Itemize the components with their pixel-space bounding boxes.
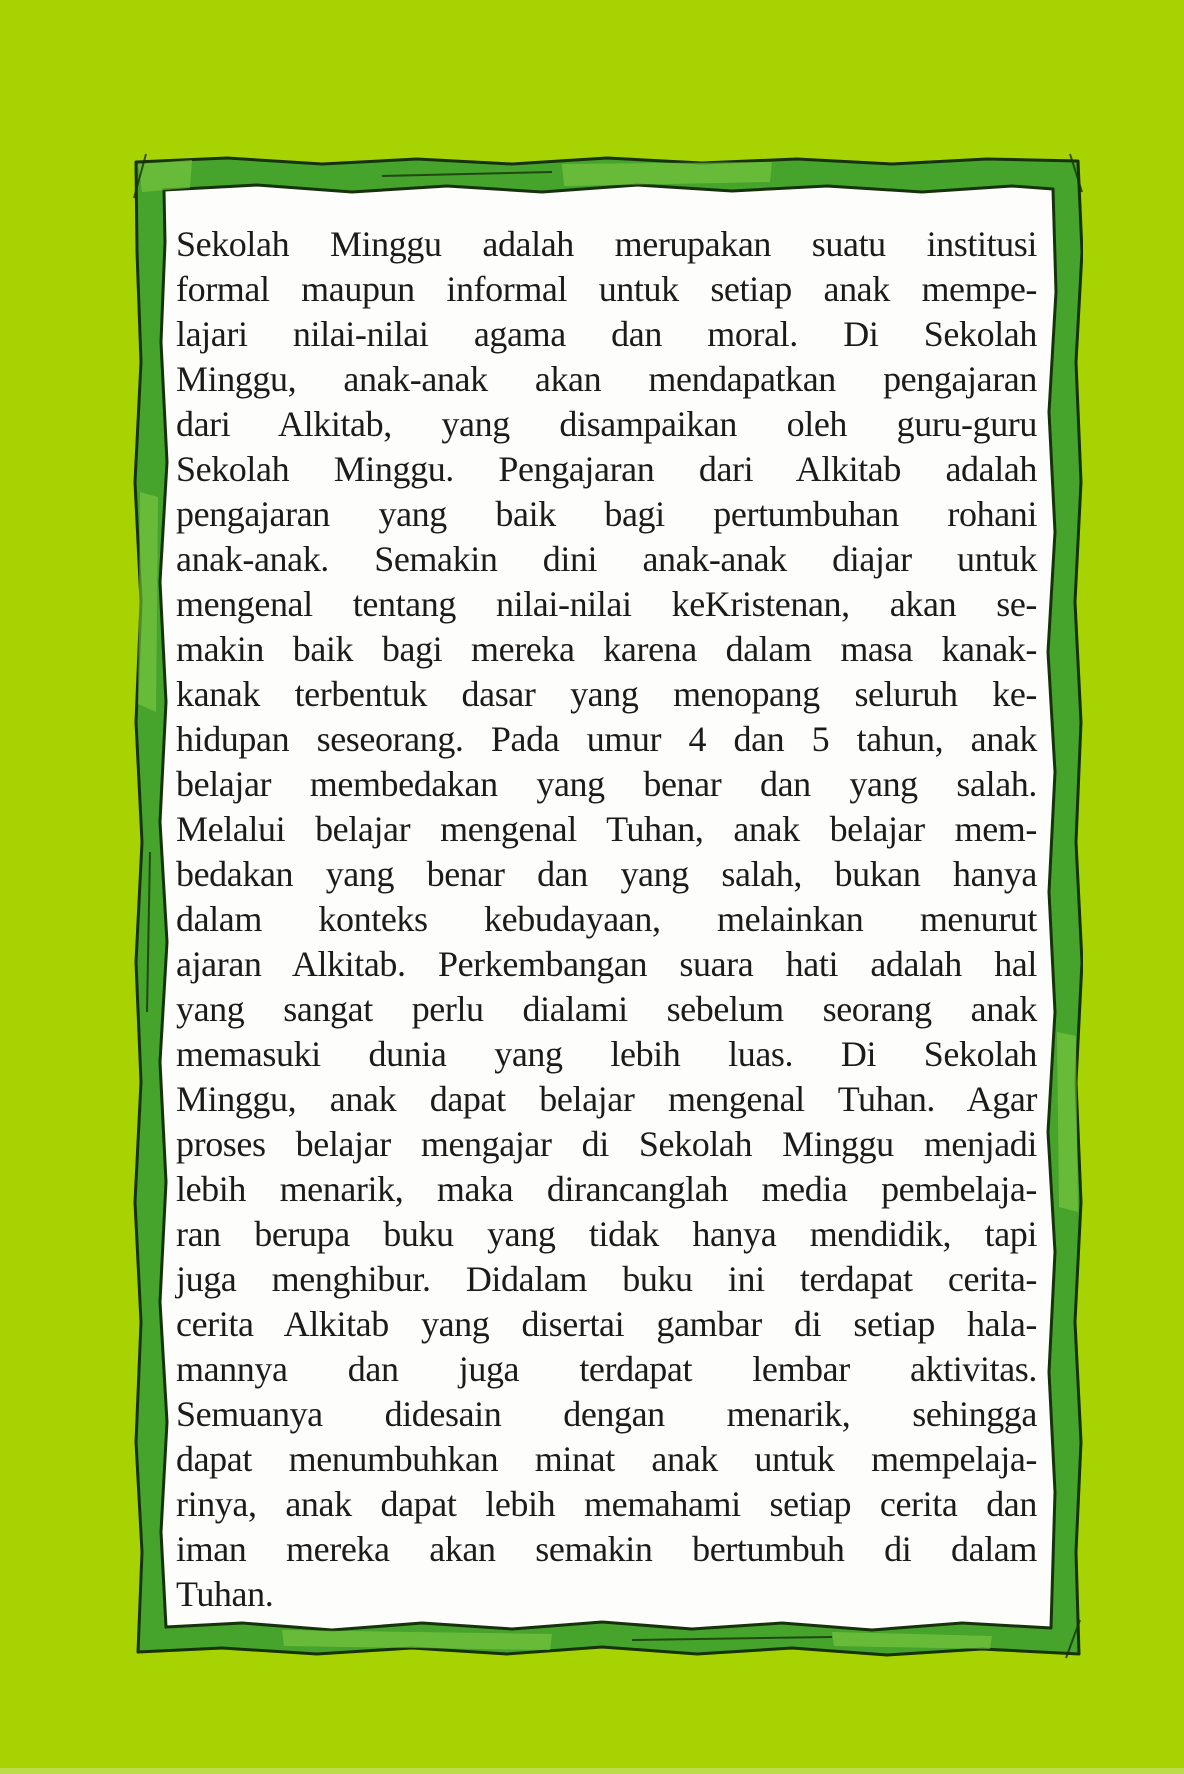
paragraph-line: pengajaran yang baik bagi pertumbuhan rohani [176, 494, 1037, 534]
paragraph-line: proses belajar mengajar di Sekolah Minggu menjadi [176, 1124, 1037, 1164]
paragraph-line: Sekolah Minggu adalah merupakan suatu institusi [176, 224, 1037, 264]
paragraph-line: Sekolah Minggu. Pengajaran dari Alkitab adalah [176, 449, 1037, 489]
paragraph-line: ran berupa buku yang tidak hanya mendidik, tapi [176, 1214, 1037, 1254]
paragraph-line: lajari nilai-nilai agama dan moral. Di Sekolah [176, 314, 1037, 354]
paragraph-line: Minggu, anak-anak akan mendapatkan pengajaran [176, 359, 1037, 399]
paragraph-line: mannya dan juga terdapat lembar aktivitas. [176, 1349, 1037, 1389]
paragraph-line: formal maupun informal untuk setiap anak mempe- [176, 269, 1037, 309]
paragraph-line: memasuki dunia yang lebih luas. Di Sekolah [176, 1034, 1037, 1074]
paragraph-line: ajaran Alkitab. Perkembangan suara hati adalah hal [176, 944, 1037, 984]
paragraph-line: lebih menarik, maka dirancanglah media pembelaja- [176, 1169, 1037, 1209]
paragraph-line: makin baik bagi mereka karena dalam masa kanak- [176, 629, 1037, 669]
paragraph-line: Melalui belajar mengenal Tuhan, anak belajar mem- [176, 809, 1037, 849]
hand-drawn-frame [132, 152, 1083, 1660]
paragraph-line: anak-anak. Semakin dini anak-anak diajar untuk [176, 539, 1037, 579]
paragraph-line: bedakan yang benar dan yang salah, bukan hanya [176, 854, 1037, 894]
page-bottom-edge-strip [0, 1768, 1184, 1774]
paragraph-line: rinya, anak dapat lebih memahami setiap cerita dan [176, 1484, 1037, 1524]
paragraph-line: yang sangat perlu dialami sebelum seorang anak [176, 989, 1037, 1029]
paragraph-line: Minggu, anak dapat belajar mengenal Tuhan. Agar [176, 1079, 1037, 1119]
paragraph-line: dapat menumbuhkan minat anak untuk mempelaja- [176, 1439, 1037, 1479]
paragraph-line: Semuanya didesain dengan menarik, sehingga [176, 1394, 1037, 1434]
paragraph-line: dalam konteks kebudayaan, melainkan menurut [176, 899, 1037, 939]
paragraph-line: dari Alkitab, yang disampaikan oleh guru-guru [176, 404, 1037, 444]
paragraph-line: Tuhan. [176, 1574, 274, 1614]
paragraph-line: mengenal tentang nilai-nilai keKristenan, akan se- [176, 584, 1037, 624]
paragraph-line: iman mereka akan semakin bertumbuh di dalam [176, 1529, 1037, 1569]
paragraph-line: juga menghibur. Didalam buku ini terdapat cerita- [176, 1259, 1037, 1299]
paragraph-line: belajar membedakan yang benar dan yang salah. [176, 764, 1037, 804]
paragraph-line: kanak terbentuk dasar yang menopang seluruh ke- [176, 674, 1037, 714]
paragraph-line: cerita Alkitab yang disertai gambar di setiap hala- [176, 1304, 1037, 1344]
paragraph-line: hidupan seseorang. Pada umur 4 dan 5 tahun, anak [176, 719, 1037, 759]
intro-paragraph [176, 222, 1037, 1617]
